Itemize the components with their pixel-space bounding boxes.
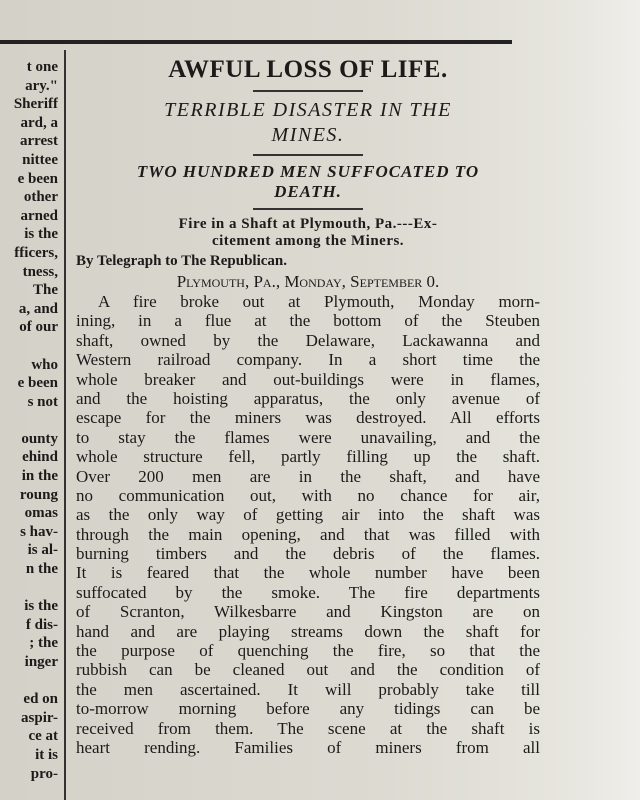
body-line: to-morrow morning before any tidings can be [76, 699, 540, 719]
body-line: shaft, owned by the Delaware, Lackawanna and [76, 330, 540, 350]
body-line: as the only way of getting air into the shaft was [76, 505, 540, 525]
left-column-line: pro- [30, 765, 58, 782]
left-column-line: ; the [29, 635, 58, 652]
body-line: of Scranton, Wilkesbarre and Kingston are on [76, 602, 540, 622]
body-line: A fire broke out at Plymouth, Monday morn- [98, 292, 540, 311]
body-line: the men ascertained. It will probably take till [76, 679, 540, 699]
body-line: whole breaker and out-buildings were in flames, [76, 369, 540, 389]
column-divider [64, 50, 66, 800]
body-line: Over 200 men are in the shaft, and have [76, 466, 540, 486]
subhead-2-line-2: DEATH. [274, 182, 342, 201]
left-column-line: ehind [22, 449, 58, 466]
body-line: hand and are playing streams down the shaft for [76, 621, 540, 641]
left-column-line: aspir- [21, 709, 58, 726]
left-column-line: fficers, [14, 244, 58, 261]
body-line: ining, in a flue at the bottom of the Steuben [76, 311, 540, 331]
left-column-line [0, 672, 58, 691]
subhead-3-line-2: citement among the Miners. [211, 233, 405, 249]
divider [253, 90, 363, 92]
left-column-line: who [31, 356, 58, 373]
left-column-line: inger [24, 654, 58, 670]
left-column-line: is the [24, 226, 58, 243]
body-line: to stay the flames were unavailing, and the [76, 427, 540, 447]
left-column-line: in the [21, 468, 58, 485]
body-line: escape for the miners was destroyed. All efforts [76, 408, 540, 428]
left-column-line: ce at [28, 728, 58, 745]
body-line: received from them. The scene at the shaft is [76, 718, 540, 738]
left-column-line: The [32, 282, 58, 299]
left-column-line: ard, a [20, 114, 58, 131]
divider [253, 154, 363, 156]
dateline: Plymouth, Pa., Monday, September 0. [176, 272, 440, 291]
left-column-line: s not [27, 393, 58, 410]
headline: AWFUL LOSS OF LIFE. [168, 56, 448, 83]
article [76, 56, 540, 757]
subhead-3-line-1: Fire in a Shaft at Plymouth, Pa.---Ex- [178, 216, 438, 232]
left-column-line: omas [24, 505, 58, 522]
article-body [76, 292, 540, 757]
left-column-line: Sheriff [13, 96, 58, 113]
left-column-line: arrest [19, 133, 58, 150]
body-line: no communication out, with no chance for air, [76, 485, 540, 505]
left-column-line: t one [26, 59, 58, 75]
left-column-text [0, 58, 58, 783]
divider [253, 208, 363, 210]
body-line: It is feared that the whole number have been [76, 563, 540, 583]
left-column-line: ary." [25, 77, 58, 94]
body-line: rubbish can be cleaned out and the condition of [76, 660, 540, 680]
body-line: through the main opening, and that was filled with [76, 524, 540, 544]
left-column-line: f dis- [25, 616, 58, 633]
left-column-line: e been [17, 375, 58, 392]
left-column-line: of our [19, 319, 58, 336]
left-column-line: ounty [21, 430, 58, 447]
body-line: heart rending. Families of miners from all [76, 737, 540, 757]
body-line: and the hoisting apparatus, the only avenue of [76, 388, 540, 408]
left-column-line: n the [25, 561, 58, 578]
left-column-line: arned [20, 207, 58, 224]
top-rule [0, 40, 512, 44]
left-column-line: s hav- [20, 523, 58, 540]
left-column-line: other [23, 189, 58, 206]
left-column-line [0, 411, 58, 430]
left-column-line: a, and [18, 300, 58, 317]
body-line: Western railroad company. In a short time the [76, 350, 540, 370]
left-column-line: is the [24, 598, 58, 615]
left-column-line [0, 579, 58, 598]
left-column-line: ed on [23, 691, 58, 708]
subhead-2-line-1: TWO HUNDRED MEN SUFFOCATED TO [136, 162, 480, 181]
left-column-line: tness, [22, 263, 58, 280]
left-column-line [0, 337, 58, 356]
left-column-line: it is [35, 746, 58, 763]
body-line: burning timbers and the debris of the flames. [76, 544, 540, 564]
left-column-line: roung [19, 486, 58, 503]
subhead-1-line-1: TERRIBLE DISASTER IN THE [164, 99, 452, 121]
subhead-1-line-2: MINES. [271, 124, 345, 146]
left-column-line: e been [17, 170, 58, 187]
body-line: the purpose of quenching the fire, so that the [76, 641, 540, 661]
byline: By Telegraph to The Republican. [76, 253, 288, 269]
left-column-line: is al- [27, 542, 58, 559]
body-line: suffocated by the smoke. The fire departments [76, 582, 540, 602]
left-column-line: nittee [22, 151, 58, 168]
body-line: whole structure fell, partly filling up the shaft. [76, 447, 540, 467]
